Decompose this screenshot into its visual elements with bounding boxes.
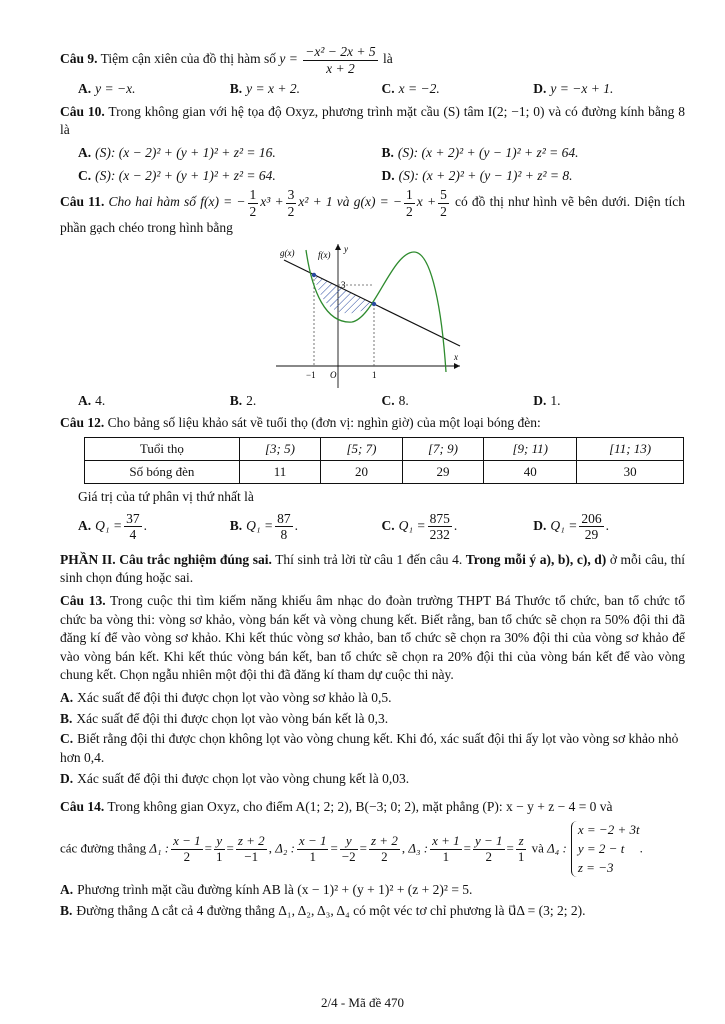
table-row [85,461,684,484]
function-graph [274,242,464,392]
table-cell: 40 [484,461,577,484]
option-d[interactable]: D. (S): (x + 2)² + (y − 1)² + z² = 8. [381,167,573,183]
tick-1: 1 [372,369,377,380]
question-10-label: Câu 10. [60,103,105,119]
option-b[interactable]: B. (S): (x + 2)² + (y − 1)² + z² = 64. [381,144,579,160]
question-10 [60,103,685,140]
exam-page [60,44,685,923]
page-footer: 2/4 - Mã đề 470 [320,995,405,1010]
option-b[interactable]: B. y = x + 2. [229,81,300,97]
question-14-stem: Trong không gian Oxyz, cho điểm A(1; 2; 2), B(−3; 0; 2), mặt phẳng (P): x − y + z − 4 = 0 và [107,799,613,815]
option-d[interactable]: D. 1. [533,392,561,408]
table-row [85,438,684,461]
intersection-point [312,273,316,277]
table-cell: 11 [239,461,320,484]
table-header-cell: Tuổi thọ [85,438,240,461]
statement-d[interactable]: D. Xác suất để đội thi được chọn lọt vào vòng chung kết là 0,03. [60,770,410,786]
statement-b[interactable]: B. Đường thẳng Δ cắt cả 4 đường thẳng Δ₁, Δ₂, Δ₃, Δ₄ có một véc tơ chỉ phương là u⃗Δ = (3; 2; 2). [60,903,586,918]
question-9-tail: là [383,51,393,67]
question-11-label: Câu 11. [60,194,105,210]
delta4-system: x = −2 + 3t y = 2 − t z = −3 [571,821,640,878]
option-b[interactable]: B. 2. [229,392,257,408]
question-12-options [78,511,685,543]
question-9-fraction [303,44,377,76]
option-d[interactable]: D. y = −x + 1. [533,81,614,97]
table-cell: 20 [321,461,402,484]
table-cell: [7; 9) [402,438,483,461]
question-9-options [78,80,685,99]
table-cell: [3; 5) [239,438,320,461]
statement-a[interactable]: A. Xác suất để đội thi được chọn lọt vào vòng sơ khảo là 0,5. [60,690,392,706]
option-c[interactable]: C. x = −2. [381,81,440,97]
question-14-label: Câu 14. [60,799,105,815]
question-9-numerator: −x² − 2x + 5 [305,44,376,59]
question-12-stem: Cho bảng số liệu khảo sát về tuổi thọ (đơn vị: nghìn giờ) của một loại bóng đèn: [107,415,541,431]
y-axis-label: y [344,243,348,254]
statement-c[interactable]: C. Biết rằng đội thi được chọn không lọt vào vòng chung kết. Khi đó, xác suất đội thi ấy lọt vào vòng sơ khảo nhỏ hơn 0,4. [60,731,679,765]
option-d[interactable]: D. Q₁ = $\frac{206}{29}$ . [533,510,609,543]
part-2-title: PHẦN II. Câu trắc nghiệm đúng sai. [60,551,272,567]
question-13-label: Câu 13. [60,592,106,608]
tick-neg1: −1 [306,369,316,380]
statement-b[interactable]: B. Xác suất để đội thi được chọn lọt vào vòng bán kết là 0,3. [60,710,389,726]
question-9 [60,44,685,76]
question-11-options [78,392,685,411]
lifetime-table [84,437,684,484]
origin-label: O [330,369,337,380]
question-12-label: Câu 12. [60,415,105,431]
question-12-ask: Giá trị của tứ phân vị thứ nhất là [78,489,254,505]
option-a[interactable]: A. y = −x. [78,81,136,97]
option-b[interactable]: B. Q₁ = $\frac{87}{8}$ . [229,510,298,543]
table-cell: 29 [402,461,483,484]
question-9-denominator: x + 2 [326,60,355,76]
table-cell: [9; 11) [484,438,577,461]
question-13 [60,592,685,685]
option-a[interactable]: A. 4. [78,392,106,408]
question-13-stem: Trong cuộc thi tìm kiếm năng khiếu âm nhạc do đoàn trường THPT Bá Thước tổ chức, ban tổ chức tổ chức ba vòng thi: vòng sơ khảo, vòng bán kết và vòng chung kết. Biết rằng, ban tổ chức sẽ chọn ra 50% đội thi đã đăng kí để vào vòng sơ khảo. Khi kết thúc vòng sơ khảo, ban tổ chức sẽ chọn ra 30% đội thi của vòng sơ khảo để vào vòng bán kết. Khi kết thúc vòng bán kết, ban tổ chức sẽ chọn ra 20% đội thi của vòng bán kết để vào vòng chung kết. Chọn ngẫu nhiên một đội thi đã đăng kí tham dự cuộc thi này. [60,592,686,683]
question-9-stem: Tiệm cận xiên của đồ thị hàm số [100,51,277,67]
question-11-graph [274,242,464,392]
question-10-options [78,144,685,185]
f-curve [306,250,446,372]
question-9-label: Câu 9. [60,51,98,67]
table-cell: [5; 7) [321,438,402,461]
x-axis-label: x [454,351,458,362]
table-cell: [11; 13) [577,438,684,461]
question-9-fn-lhs: y = [279,51,298,67]
y-axis-arrow-icon [335,244,341,250]
part-2-header: PHẦN II. Câu trắc nghiệm đúng sai. Thí sinh trả lời từ câu 1 đến câu 4. Trong mỗi ý a), b), c), d) ở mỗi câu, thí sinh chọn đúng hoặc sai. [60,551,685,586]
question-14 [60,798,685,817]
intersection-point [372,302,376,306]
question-12 [60,414,685,433]
f-label: f(x) [318,249,331,260]
option-a[interactable]: A. (S): (x − 2)² + (y + 1)² + z² = 16. [78,144,276,160]
question-14-lines: các đường thẳng Δ₁ : $\frac{x - 1}{2}$ = $\frac{y}{1}$ = $\frac{z + 2}{-1}$ , Δ₂ : $\frac{x - 1}{1}$ = $\frac{y}{-2}$ = $\frac{z + 2}{2}$ , Δ₃ : $\frac{x + 1}{1}$ = $\frac{y - 1}{2}$ = $\frac{z}{1}$ và Δ₄ : x = −2 + 3t y = 2 − t z = −3 . [60,821,685,878]
question-11: Câu 11. Cho hai hàm số f(x) = − $\frac{1}{2}$ x³ + $\frac{3}{2}$ x² + 1 và g(x) = − $\frac{1}{2}$ x + $\frac{5}{2}$ có đồ thị như hình vẽ bên dưới. Diện tích phần gạch chéo trong hình bằng [60,187,685,236]
option-c[interactable]: C. (S): (x − 2)² + (y + 1)² + z² = 64. [78,167,276,183]
table-cell: 30 [577,461,684,484]
option-c[interactable]: C. Q₁ = $\frac{875}{232}$ . [381,510,458,543]
statement-a[interactable]: A. Phương trình mặt cầu đường kính AB là (x − 1)² + (y + 1)² + (z + 2)² = 5. [60,882,473,898]
question-10-stem: Trong không gian với hệ tọa độ Oxyz, phương trình mặt cầu (S) tâm I(2; −1; 0) và có đường kính bằng 8 là [60,103,685,138]
x-axis-arrow-icon [454,363,460,369]
option-a[interactable]: A. Q₁ = $\frac{37}{4}$ . [78,510,147,543]
g-label: g(x) [280,247,295,258]
tick-3: 3 [341,279,346,290]
table-header-cell: Số bóng đèn [85,461,240,484]
option-c[interactable]: C. 8. [381,392,409,408]
